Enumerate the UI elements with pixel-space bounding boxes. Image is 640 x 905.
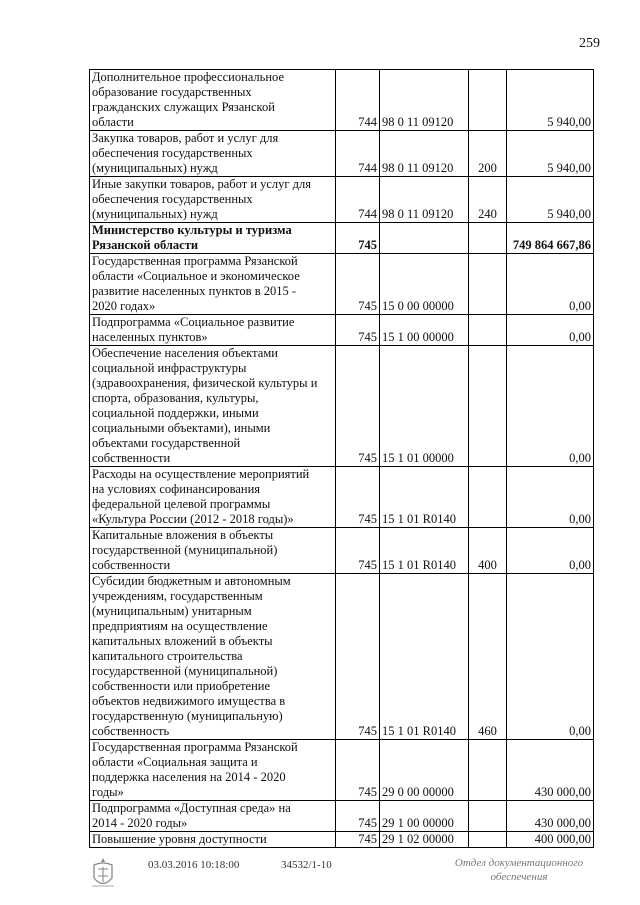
- row-name-line: Подпрограмма «Социальное развитие: [92, 315, 295, 329]
- expense-type-code: 200: [469, 131, 507, 177]
- row-name-line: гражданских служащих Рязанской: [92, 100, 275, 114]
- department-code: 744: [336, 131, 380, 177]
- row-name-line: (муниципальных) нужд: [92, 207, 218, 221]
- row-name-line: развитие населенных пунктов в 2015 -: [92, 284, 297, 298]
- department-code: 745: [336, 467, 380, 528]
- expense-type-code: [469, 254, 507, 315]
- target-item-code: 15 1 01 R0140: [380, 467, 469, 528]
- row-name-line: капитального строительства: [92, 649, 243, 663]
- row-name-line: области: [92, 115, 134, 129]
- row-name-line: учреждениям, государственным: [92, 589, 263, 603]
- department-code: 745: [336, 254, 380, 315]
- target-item-code: 15 1 01 00000: [380, 346, 469, 467]
- row-name-line: образование государственных: [92, 85, 252, 99]
- row-name-line: государственную (муниципальную): [92, 709, 283, 723]
- department-code: 745: [336, 528, 380, 574]
- row-name-line: Рязанской области: [92, 238, 199, 252]
- department-code: 745: [336, 832, 380, 848]
- row-name-line: собственности: [92, 451, 171, 465]
- row-name-line: области «Социальная защита и: [92, 755, 258, 769]
- amount: 0,00: [507, 528, 594, 574]
- table-row: [90, 177, 594, 223]
- department-code: 744: [336, 70, 380, 131]
- target-item-code: 29 1 00 00000: [380, 801, 469, 832]
- row-name-line: Министерство культуры и туризма: [92, 223, 292, 237]
- row-name-line: Подпрограмма «Доступная среда» на: [92, 801, 291, 815]
- row-name-line: Обеспечение населения объектами: [92, 346, 278, 360]
- row-name-line: Субсидии бюджетным и автономным: [92, 574, 291, 588]
- table-row: [90, 315, 594, 346]
- row-name-line: Государственная программа Рязанской: [92, 254, 298, 268]
- target-item-code: 98 0 11 09120: [380, 177, 469, 223]
- row-name: [90, 177, 336, 223]
- row-name-line: поддержка населения на 2014 - 2020: [92, 770, 286, 784]
- target-item-code: 29 0 00 00000: [380, 740, 469, 801]
- table-row: [90, 528, 594, 574]
- department-code: 745: [336, 223, 380, 254]
- row-name-line: Закупка товаров, работ и услуг для: [92, 131, 279, 145]
- row-name-line: Дополнительное профессиональное: [92, 70, 284, 84]
- table-row: [90, 467, 594, 528]
- table-row: [90, 346, 594, 467]
- budget-table: [89, 69, 594, 848]
- expense-type-code: [469, 801, 507, 832]
- amount: 749 864 667,86: [507, 223, 594, 254]
- row-name-line: (здравоохранения, физической культуры и: [92, 376, 318, 390]
- row-name-line: социальными объектами), иными: [92, 421, 271, 435]
- amount: 5 940,00: [507, 177, 594, 223]
- row-name-line: обеспечения государственных: [92, 146, 253, 160]
- row-name: [90, 131, 336, 177]
- row-name: [90, 254, 336, 315]
- stamp-date: 03.03.2016 10:18:00: [148, 859, 240, 871]
- budget-table-body: [90, 70, 594, 848]
- row-name-line: (муниципальным) унитарным: [92, 604, 252, 618]
- stamp-document-id: 34532/1-10: [281, 859, 332, 871]
- row-name-line: на условиях софинансирования: [92, 482, 261, 496]
- row-name-line: спорта, образования, культуры,: [92, 391, 259, 405]
- row-name-line: объектов недвижимого имущества в: [92, 694, 286, 708]
- target-item-code: 98 0 11 09120: [380, 70, 469, 131]
- amount: 5 940,00: [507, 70, 594, 131]
- amount: 430 000,00: [507, 801, 594, 832]
- row-name-line: социальной поддержки, иными: [92, 406, 259, 420]
- department-code: 744: [336, 177, 380, 223]
- row-name-line: области «Социальное и экономическое: [92, 269, 300, 283]
- row-name: [90, 223, 336, 254]
- table-row: [90, 801, 594, 832]
- target-item-code: 29 1 02 00000: [380, 832, 469, 848]
- row-name-line: капитальных вложений в объекты: [92, 634, 273, 648]
- row-name-line: социальной инфраструктуры: [92, 361, 247, 375]
- amount: 0,00: [507, 315, 594, 346]
- row-name-line: Капитальные вложения в объекты: [92, 528, 274, 542]
- table-row: [90, 574, 594, 740]
- footer: [0, 856, 640, 901]
- expense-type-code: [469, 70, 507, 131]
- expense-type-code: [469, 740, 507, 801]
- row-name: [90, 740, 336, 801]
- row-name-line: федеральной целевой программы: [92, 497, 271, 511]
- department-stamp: Отдел документационного обеспечения: [454, 857, 584, 883]
- coat-of-arms-icon: [90, 856, 116, 892]
- table-row: [90, 223, 594, 254]
- row-name-line: собственность: [92, 724, 170, 738]
- row-name: [90, 528, 336, 574]
- amount: 0,00: [507, 574, 594, 740]
- row-name-line: годы»: [92, 785, 124, 799]
- table-row: [90, 254, 594, 315]
- row-name-line: обеспечения государственных: [92, 192, 253, 206]
- expense-type-code: [469, 346, 507, 467]
- amount: 0,00: [507, 346, 594, 467]
- target-item-code: 15 1 01 R0140: [380, 574, 469, 740]
- expense-type-code: [469, 223, 507, 254]
- target-item-code: 98 0 11 09120: [380, 131, 469, 177]
- row-name-line: Повышение уровня доступности: [92, 832, 267, 846]
- row-name: [90, 832, 336, 848]
- row-name-line: собственности: [92, 558, 171, 572]
- target-item-code: 15 1 01 R0140: [380, 528, 469, 574]
- department-code: 745: [336, 740, 380, 801]
- row-name-line: населенных пунктов»: [92, 330, 208, 344]
- page-number: 259: [579, 36, 600, 51]
- row-name: [90, 315, 336, 346]
- row-name-line: государственной (муниципальной): [92, 543, 278, 557]
- amount: 430 000,00: [507, 740, 594, 801]
- row-name: [90, 574, 336, 740]
- expense-type-code: [469, 467, 507, 528]
- target-item-code: 15 0 00 00000: [380, 254, 469, 315]
- expense-type-code: 460: [469, 574, 507, 740]
- expense-type-code: [469, 315, 507, 346]
- department-code: 745: [336, 801, 380, 832]
- amount: 0,00: [507, 467, 594, 528]
- row-name-line: государственной (муниципальной): [92, 664, 278, 678]
- row-name: [90, 70, 336, 131]
- row-name-line: предприятиям на осуществление: [92, 619, 268, 633]
- row-name-line: объектами государственной: [92, 436, 241, 450]
- table-row: [90, 740, 594, 801]
- row-name-line: 2020 годах»: [92, 299, 156, 313]
- row-name-line: 2014 - 2020 годы»: [92, 816, 188, 830]
- department-code: 745: [336, 315, 380, 346]
- table-row: [90, 70, 594, 131]
- expense-type-code: [469, 832, 507, 848]
- table-row: [90, 131, 594, 177]
- row-name-line: (муниципальных) нужд: [92, 161, 218, 175]
- row-name-line: Расходы на осуществление мероприятий: [92, 467, 310, 481]
- department-code: 745: [336, 346, 380, 467]
- row-name-line: Иные закупки товаров, работ и услуг для: [92, 177, 312, 191]
- row-name-line: «Культура России (2012 - 2018 годы)»: [92, 512, 294, 526]
- amount: 0,00: [507, 254, 594, 315]
- row-name-line: собственности или приобретение: [92, 679, 271, 693]
- row-name-line: Государственная программа Рязанской: [92, 740, 298, 754]
- target-item-code: [380, 223, 469, 254]
- expense-type-code: 240: [469, 177, 507, 223]
- target-item-code: 15 1 00 00000: [380, 315, 469, 346]
- table-row: [90, 832, 594, 848]
- department-code: 745: [336, 574, 380, 740]
- row-name: [90, 346, 336, 467]
- amount: 400 000,00: [507, 832, 594, 848]
- expense-type-code: 400: [469, 528, 507, 574]
- amount: 5 940,00: [507, 131, 594, 177]
- row-name: [90, 801, 336, 832]
- row-name: [90, 467, 336, 528]
